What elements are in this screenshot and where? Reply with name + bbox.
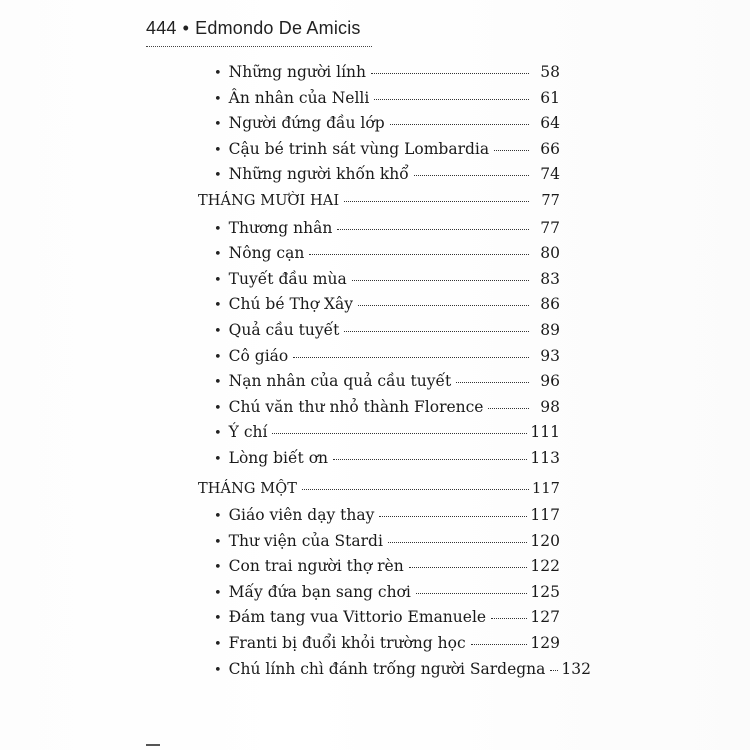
toc-entry [198, 398, 560, 424]
page-number: 120 [530, 531, 560, 550]
bullet-icon: • [214, 323, 222, 339]
entry-title: Lòng biết ơn [228, 448, 329, 467]
toc-entry [198, 557, 560, 583]
dot-leader [302, 489, 529, 490]
page-number: 93 [540, 346, 560, 365]
page-number: 74 [540, 165, 560, 184]
toc-entry [198, 423, 560, 449]
toc-entry [198, 634, 560, 660]
dot-leader [379, 516, 527, 517]
page-number: 117 [532, 480, 560, 497]
bullet-icon: • [214, 168, 222, 184]
entry-title: Tuyết đầu mùa [228, 269, 347, 288]
toc-entry [198, 140, 560, 166]
toc-entry [198, 165, 560, 191]
page-number: 77 [541, 192, 560, 209]
bullet-icon: • [214, 221, 222, 237]
page-number: 122 [530, 557, 560, 576]
bullet-icon: • [214, 611, 222, 627]
dot-leader [293, 357, 529, 358]
section-title: THÁNG MƯỜI HAI [198, 192, 340, 209]
toc-entry [198, 63, 560, 89]
page-number: 58 [540, 63, 560, 81]
page-number: 66 [540, 139, 560, 158]
toc-entry [198, 270, 560, 296]
bullet-icon: • [214, 66, 222, 81]
entry-title: Người đứng đầu lớp [228, 114, 385, 133]
toc-entry [198, 89, 560, 115]
toc-entry [198, 219, 560, 245]
page-number: 113 [530, 448, 560, 467]
bullet-icon: • [214, 637, 222, 653]
bullet-icon: • [214, 117, 222, 133]
bullet-icon: • [214, 560, 222, 576]
bullet-icon: • [214, 400, 222, 416]
bullet-icon: • [214, 272, 222, 288]
toc-entry [198, 295, 560, 321]
toc-entry [198, 372, 560, 398]
dot-leader [416, 593, 528, 594]
page-number: 129 [530, 634, 560, 653]
toc-entry [198, 506, 560, 532]
bullet-icon: • [214, 534, 222, 550]
entry-title: Chú lính chì đánh trống người Sardegna [228, 659, 546, 678]
section-title: THÁNG MỘT [198, 480, 297, 497]
bullet-icon: • [214, 349, 222, 365]
entry-title: Nông cạn [228, 244, 305, 263]
toc-entry [198, 583, 560, 609]
entry-title: Thư viện của Stardi [228, 531, 383, 550]
dot-leader [409, 567, 528, 568]
page-number: 61 [540, 88, 560, 107]
dot-leader [309, 254, 529, 255]
dot-leader [272, 433, 527, 434]
bullet-icon: • [214, 375, 222, 391]
page-number: 98 [540, 397, 560, 416]
entry-title: Chú bé Thợ Xây [228, 295, 354, 314]
dot-leader [344, 331, 529, 332]
page-number: 117 [530, 506, 560, 525]
entry-title: Con trai người thợ rèn [228, 557, 404, 576]
page-number: 132 [561, 659, 591, 678]
page-edge-mark [146, 744, 160, 746]
toc-entry [198, 659, 591, 686]
toc-entry [198, 244, 560, 270]
dot-leader [456, 382, 529, 383]
page-number: 111 [530, 423, 560, 442]
toc-entry [198, 532, 560, 558]
toc-entry [198, 449, 560, 475]
entry-title: Đám tang vua Vittorio Emanuele [228, 608, 487, 627]
entry-title: Nạn nhân của quả cầu tuyết [228, 372, 452, 391]
page-number: 96 [540, 372, 560, 391]
bullet-icon: • [214, 509, 222, 525]
dot-leader [471, 644, 528, 645]
dot-leader [390, 124, 529, 125]
bullet-icon: • [214, 585, 222, 601]
entry-title: Thương nhân [228, 218, 333, 237]
header-page-number: 444 [146, 18, 177, 38]
entry-title: Những người lính [228, 63, 367, 81]
page-number: 77 [540, 218, 560, 237]
entry-title: Cô giáo [228, 346, 289, 365]
toc-entry [198, 114, 560, 140]
bullet-icon: • [214, 451, 222, 467]
dot-leader [388, 542, 527, 543]
bullet-icon: • [214, 247, 222, 263]
header-author: Edmondo De Amicis [195, 18, 361, 38]
entry-title: Giáo viên dạy thay [228, 506, 375, 525]
dot-leader [352, 280, 529, 281]
page-number: 127 [530, 608, 560, 627]
toc-entry [198, 608, 560, 634]
toc-section-heading [198, 193, 560, 219]
bullet-icon: • [214, 142, 222, 158]
entry-title: Ân nhân của Nelli [228, 88, 370, 107]
dot-leader [358, 305, 529, 306]
dot-leader [550, 670, 558, 671]
dot-leader [491, 618, 527, 619]
bullet-icon: • [214, 426, 222, 442]
dot-leader [414, 175, 529, 176]
header-separator: • [182, 18, 190, 38]
bullet-icon: • [214, 662, 222, 678]
entry-title: Những người khốn khổ [228, 165, 409, 184]
running-header [146, 18, 606, 39]
dot-leader [494, 150, 529, 151]
dot-leader [333, 459, 527, 460]
entry-title: Ý chí [228, 423, 268, 442]
entry-title: Chú văn thư nhỏ thành Florence [228, 397, 484, 416]
page-number: 83 [540, 269, 560, 288]
page-number: 86 [540, 295, 560, 314]
dot-leader [371, 73, 529, 74]
page-number: 64 [540, 114, 560, 133]
dot-leader [488, 408, 529, 409]
table-of-contents [198, 63, 591, 685]
page-number: 89 [540, 320, 560, 339]
toc-section-heading [198, 481, 560, 507]
entry-title: Mấy đứa bạn sang chơi [228, 582, 411, 601]
entry-title: Cậu bé trinh sát vùng Lombardia [228, 139, 490, 158]
toc-entry [198, 321, 560, 347]
dot-leader [344, 201, 529, 202]
bullet-icon: • [214, 298, 222, 314]
page-number: 80 [540, 244, 560, 263]
dot-leader [337, 229, 529, 230]
page-number: 125 [530, 582, 560, 601]
toc-entry [198, 347, 560, 373]
entry-title: Franti bị đuổi khỏi trường học [228, 634, 466, 653]
header-dotted-rule [146, 46, 372, 47]
dot-leader [374, 99, 529, 100]
bullet-icon: • [214, 91, 222, 107]
entry-title: Quả cầu tuyết [228, 320, 340, 339]
